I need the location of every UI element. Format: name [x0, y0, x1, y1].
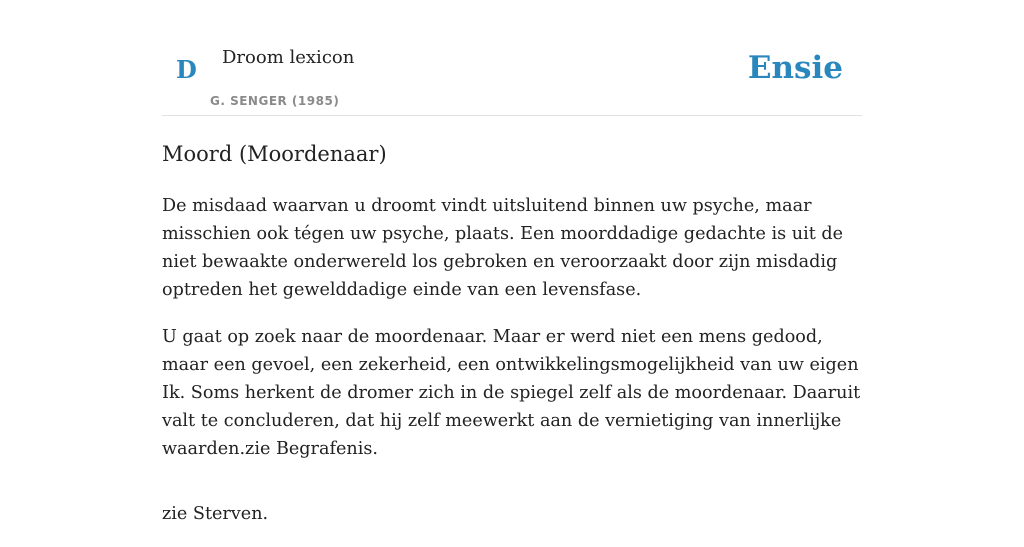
entry-paragraph: U gaat op zoek naar de moordenaar. Maar er werd niet een mens gedood, maar een gevoel, een zekerheid, een ontwikkelingsmogelijkheid van uw eigen Ik. Soms herkent de dromer zich in de spiegel zelf als de moordenaar. Daaruit valt te concluderen, dat hij zelf meewerkt aan de vernietiging van innerlijke waarden.zie Begrafenis.: [162, 327, 861, 459]
header: [162, 0, 862, 116]
entry-paragraph: De misdaad waarvan u droomt vindt uitsluitend binnen uw psyche, maar misschien ook tégen uw psyche, plaats. Een moorddadige gedachte is uit de niet bewaakte onderwereld los gebroken en veroorzaakt door zijn misdadig optreden het gewelddadige einde van een levensfase.: [162, 196, 844, 300]
book-logo-letter[interactable]: D: [176, 55, 197, 84]
book-title[interactable]: Droom lexicon: [222, 47, 355, 68]
page: [162, 0, 862, 524]
entry-paragraph-see-also: zie Sterven.: [162, 504, 269, 524]
entry-content: [162, 192, 862, 547]
book-author: G. SENGER (1985): [210, 94, 340, 108]
entry-title: Moord (Moordenaar): [162, 142, 387, 166]
ensie-logo-link[interactable]: Ensie: [747, 50, 843, 86]
